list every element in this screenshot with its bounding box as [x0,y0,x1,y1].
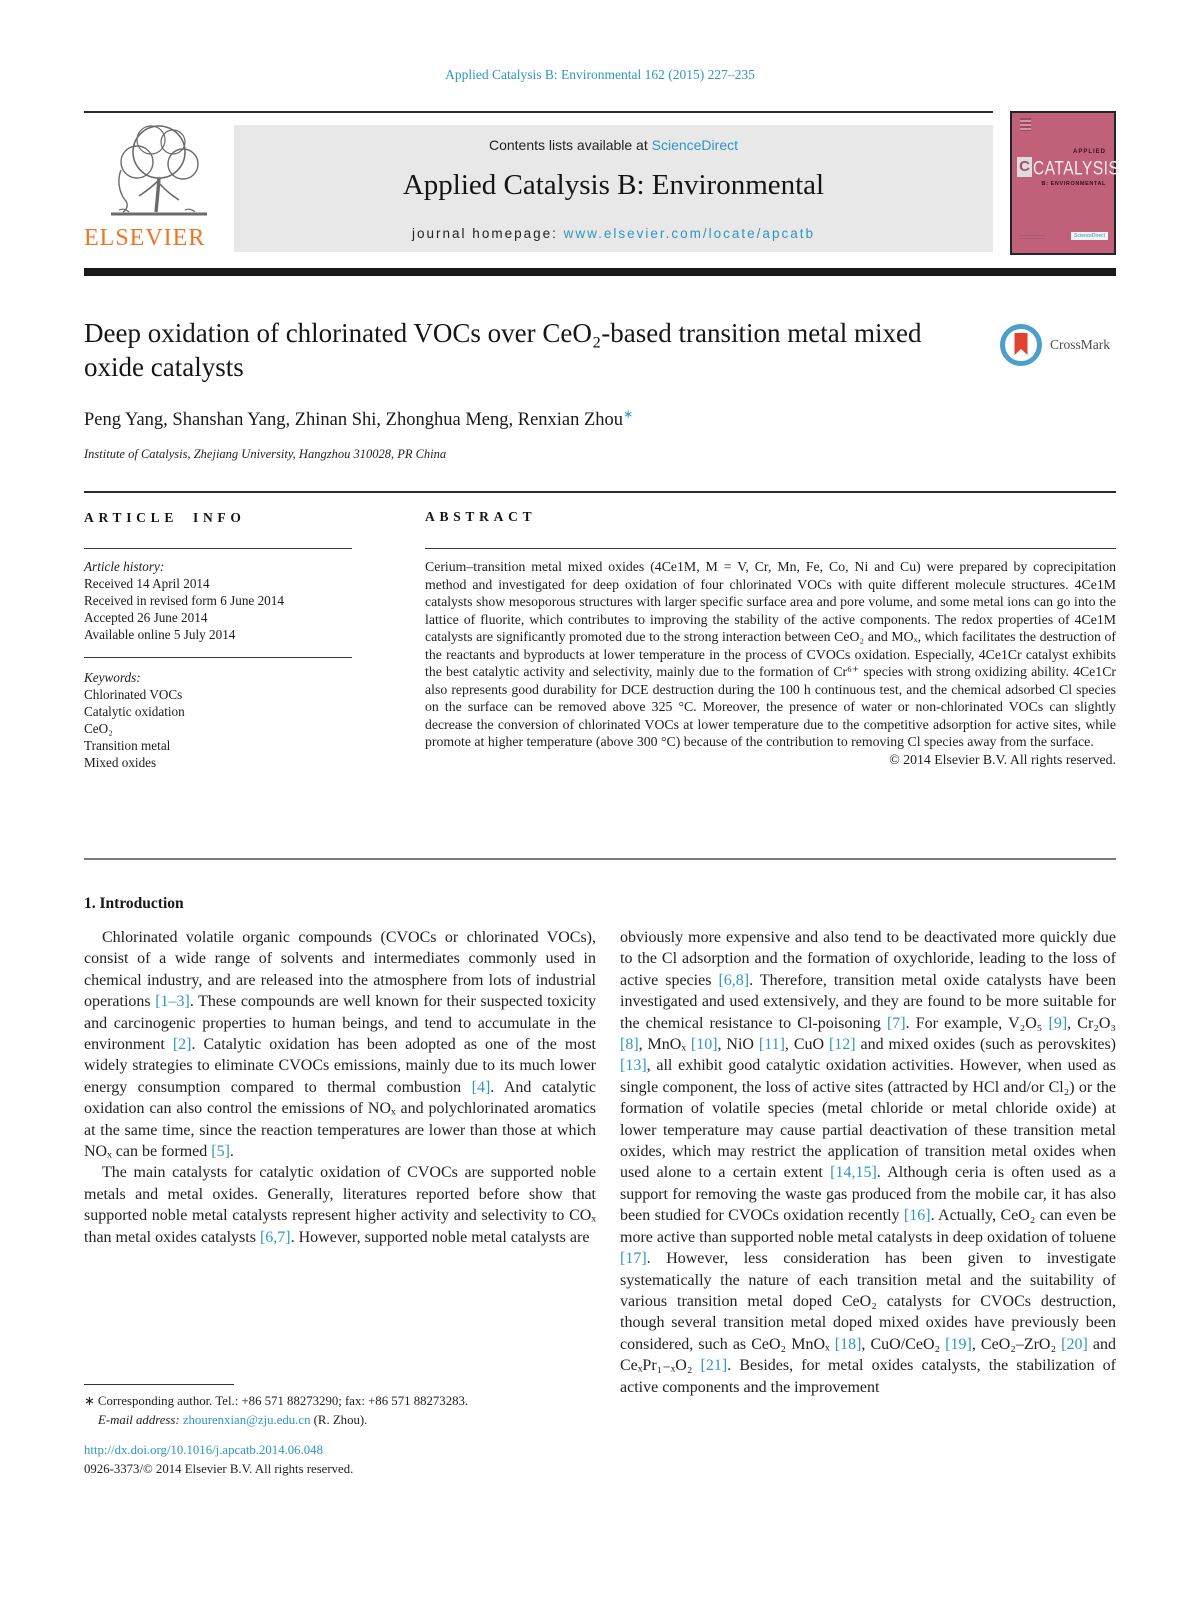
email-suffix: (R. Zhou). [310,1412,368,1427]
section-heading-introduction: 1. Introduction [84,895,184,912]
article-history-label: Article history: [84,559,165,574]
footnote-email-line [84,1411,604,1430]
author-names: Peng Yang, Shanshan Yang, Zhinan Shi, Zhonghua Meng, Renxian Zhou [84,410,624,431]
abstract-section [425,509,1116,525]
corresponding-author-mark[interactable]: ∗ [623,407,634,421]
elsevier-logo[interactable] [84,118,234,252]
affiliation: Institute of Catalysis, Zhejiang University, Hangzhou 310028, PR China [84,447,447,461]
citation-ref[interactable]: [5] [211,1143,230,1161]
body-paragraph: obviously more expensive and also tend to be deactivated more quickly due to the Cl adsorption and the formation of oxychloride, leading to the loss of active species [6,8]. Therefore, transition metal oxide catalysts have been investigated and used extensively, and they are found to be more suitable for the chemical resistance to Cl-poisoning [7]. For example, V₂O₅ [9], Cr₂O₃ [8], MnOₓ [10], NiO [11], CuO [12] and mixed oxides (such as perovskites) [13], all exhibit good catalytic oxidation activities. However, when used as single component, the loss of active sites (attracted by HCl and/or Cl₂) or the formation of volatile species (metal chloride or metal chloride oxide) at lower temperature may cause partial deactivation of these transition metal oxides, which may restrict the application of transition metal oxides when used alone to a certain extent [14,15]. Although ceria is often used as a support for removing the waste gas produced from the mobile car, it has also been studied for CVOCs oxidation recently [16]. Actually, CeO₂ can even be more active than supported noble metal catalysts in deep oxidation of toluene [17]. However, less consideration has been given to investigate systematically the nature of each transition metal and the suitability of various transition metal doped CeO₂ catalysts for CVOCs destruction, though several transition metal doped mixed oxides have previously been considered, such as CeO₂ MnOₓ [18], CuO/CeO₂ [19], CeO₂–ZrO₂ [20] and CeₓPr₁₋ₓO₂ [21]. Besides, for metal oxides catalysts, the stabilization of active components and the improvement [620,929,1117,1396]
email-label: E-mail address: [98,1412,183,1427]
citation-ref[interactable]: [18] [834,1335,862,1353]
citation-ref[interactable]: [8] [620,1036,639,1054]
abstract-rule [425,548,1116,549]
body-column-right [620,927,1116,1398]
cover-title: CATALYSIS [1033,158,1120,180]
abstract-copyright: © 2014 Elsevier B.V. All rights reserved. [889,751,1116,767]
article-info-section [84,509,352,526]
journal-cover-thumbnail[interactable] [1010,111,1120,255]
header-divider-bar [84,268,1116,276]
crossmark-badge[interactable] [1000,324,1120,376]
info-abstract-top-rule [84,491,1116,493]
authors-line [84,407,633,431]
abstract-bottom-rule [84,858,1116,860]
article-history-item: Available online 5 July 2014 [84,627,236,642]
citation-ref[interactable]: [2] [172,1036,192,1054]
email-link[interactable]: zhourenxian@zju.edu.cn [182,1412,311,1427]
citation-ref[interactable]: [4] [471,1078,491,1096]
article-info-heading: ARTICLE INFO [84,510,246,525]
article-title: Deep oxidation of chlorinated VOCs over CeO₂-based transition metal mixed oxide catalysts [84,318,922,382]
citation-ref[interactable]: [21] [700,1357,728,1375]
footnote-rule [84,1384,234,1385]
sciencedirect-link[interactable]: ScienceDirect [651,137,738,153]
cover-publisher-mark-icon [1020,118,1031,131]
citation-ref[interactable]: [7] [886,1014,906,1032]
body-paragraph: The main catalysts for catalytic oxidation of CVOCs are supported noble metals and metal oxides. Generally, literatures reported before show that supported noble metal catalysts represent higher activity and selectivity to COₓ than metal oxides catalysts [6,7]. However, supported noble metal catalysts are [84,1164,596,1246]
citation-ref[interactable]: [12] [828,1036,856,1054]
keyword-item: CeO₂ [84,721,113,736]
article-history [84,558,352,643]
abstract-heading: ABSTRACT [425,509,537,524]
citation-ref[interactable]: [19] [945,1335,972,1353]
homepage-line [234,226,993,241]
contents-line [234,137,993,153]
citation-ref[interactable]: [6,8] [718,971,750,989]
cover-fineprint-lines [1019,235,1045,241]
article-info-rule [84,548,352,549]
homepage-link[interactable]: www.elsevier.com/locate/apcatb [563,226,815,241]
keyword-item: Catalytic oxidation [84,704,185,719]
citation-ref[interactable]: [1–3] [155,993,190,1011]
citation-ref[interactable]: [14,15] [830,1164,877,1182]
keywords-list [84,669,352,771]
journal-title: Applied Catalysis B: Environmental [402,169,825,201]
elsevier-tree-icon [99,118,219,224]
keywords-rule [84,657,352,658]
homepage-prefix: journal homepage: [412,226,564,241]
cover-c-logo: C [1017,157,1032,177]
citation-ref[interactable]: [17] [620,1250,647,1268]
abstract-text-block [425,558,1116,768]
body-paragraph: Chlorinated volatile organic compounds (CVOCs or chlorinated VOCs), consist of a wide range of solvents and intermediates commonly used in chemical industry, and are released into the atmosphere from lots of industrial operations [1–3]. These compounds are well known for their suspected toxicity and carcinogenic properties to human beings, and tend to accumulate in the environment [2]. Catalytic oxidation has been adopted as one of the most widely strategies to eliminate CVOCs emissions, mainly due to its much lower energy consumption compared to thermal combustion [4]. And catalytic oxidation can also control the emissions of NOₓ and polychlorinated aromatics at the same time, since the reaction temperatures are lower than those at which NOₓ can be formed [5]. [84,929,597,1161]
crossmark-icon [1000,324,1042,366]
keyword-item: Transition metal [84,738,171,753]
citation-ref[interactable]: [11] [758,1036,785,1054]
article-history-item: Accepted 26 June 2014 [84,610,208,625]
issn-copyright-line: 0926-3373/© 2014 Elsevier B.V. All rights reserved. [84,1462,354,1476]
abstract-text: Cerium–transition metal mixed oxides (4Ce1M, M = V, Cr, Mn, Fe, Co, Ni and Cu) were prepared by coprecipitation method and investigated for deep oxidation of four chlorinated VOCs with quite different molecule structures. 4Ce1M catalysts show mesoporous structures with larger specific surface area and pore volume, and some metal ions can go into the lattice of fluorite, which contributes to improving the stability of the active components. The redox properties of 4Ce1M catalysts are significantly promoted due to the strong interaction between CeO₂ and MOₓ, which facilitates the destruction of the reactants and byproducts at lower temperature in the process of CVOCs oxidation. Especially, 4Ce1Cr catalyst exhibits the best catalytic activity and selectivity, mainly due to the formation of Cr⁶⁺ species with strong oxidizing ability. 4Ce1Cr also represents good durability for DCE destruction during the 100 h continuous test, and the chemical adsorbed Cl species on the surface can be removed above 325 °C. Moreover, the presence of water or non-chlorinated VOCs can slightly decrease the conversion of chlorinated VOCs at lower temperature due to the competitive adsorption for active sites, while promote at higher temperature (above 300 °C) because of the contribution to removing Cl species away from the surface. [425,559,1116,749]
citation-ref[interactable]: [10] [690,1036,718,1054]
header-top-rule [84,111,993,113]
cover-sciencedirect-badge: ScienceDirect [1071,232,1108,240]
article-history-item: Received 14 April 2014 [84,576,210,591]
elsevier-wordmark: ELSEVIER [84,225,206,251]
keyword-item: Mixed oxides [84,755,157,770]
footnote-block [84,1392,604,1429]
cover-applied-label: APPLIED [1072,149,1106,155]
footnote-corresponding: ∗ Corresponding author. Tel.: +86 571 88273290; fax: +86 571 88273283. [84,1394,469,1408]
cover-subtitle: B: ENVIRONMENTAL [1041,181,1106,187]
citation-ref[interactable]: [20] [1061,1335,1088,1353]
article-history-item: Received in revised form 6 June 2014 [84,593,284,608]
body-column-left [84,927,596,1248]
contents-line-prefix: Contents lists available at [488,137,652,153]
doi-link[interactable]: http://dx.doi.org/10.1016/j.apcatb.2014.06.048 [84,1443,323,1457]
crossmark-label: CrossMark [1050,337,1110,352]
citation-ref[interactable]: [16] [903,1207,931,1225]
journal-citation-line: Applied Catalysis B: Environmental 162 (2015) 227–235 [445,67,755,82]
keyword-item: Chlorinated VOCs [84,687,183,702]
citation-ref[interactable]: [9] [1048,1014,1068,1032]
journal-header-band [234,125,993,252]
citation-ref[interactable]: [13] [620,1057,647,1075]
citation-ref[interactable]: [6,7] [259,1228,291,1246]
keywords-label: Keywords: [84,670,141,685]
